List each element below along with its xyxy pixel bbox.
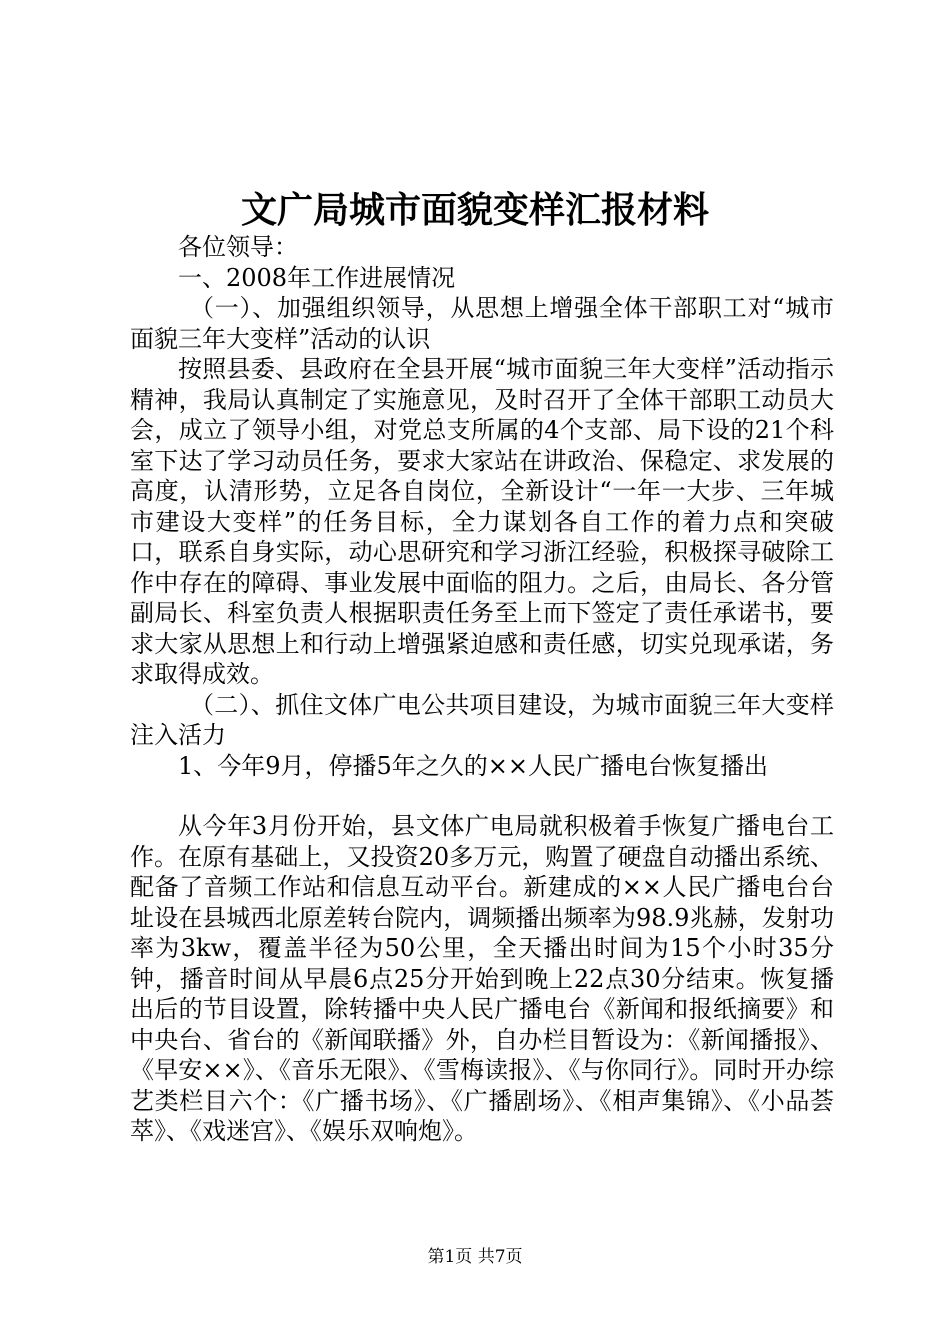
- salutation: 各位领导：: [178, 233, 298, 261]
- document-body: [130, 232, 834, 1147]
- paragraph-gap: [130, 781, 834, 811]
- subsection-heading-1: （一）、加强组织领导，从思想上增强全体干部职工对“城市面貌三年大变样”活动的认识: [130, 294, 834, 353]
- item-heading-1: 1、今年9月，停播5年之久的××人民广播电台恢复播出: [178, 751, 769, 780]
- document-title: 文广局城市面貌变样汇报材料: [240, 189, 709, 231]
- body-paragraph-2: 从今年3月份开始，县文体广电局就积极着手恢复广播电台工作。在原有基础上，又投资20多万元，购置了硬盘自动播出系统、配备了音频工作站和信息互动平台。新建成的××人民广播电台台址设在县城西北原差转台院内，调频播出频率为98.9兆赫，发射功率为3kw，覆盖半径为50公里，全天播出时间为15个小时35分钟，播音时间从早晨6点25分开始到晚上22点30分结束。恢复播出后的节目设置，除转播中央人民广播电台《新闻和报纸摘要》和中央台、省台的《新闻联播》外，自办栏目暂设为：《新闻播报》、《早安××》、《音乐无限》、《雪梅读报》、《与你同行》。同时开办综艺类栏目六个：《广播书场》、《广播剧场》、《相声集锦》、《小品荟萃》、《戏迷宫》、《娱乐双响炮》。: [130, 812, 834, 1145]
- body-paragraph-1: 按照县委、县政府在全县开展“城市面貌三年大变样”活动指示精神，我局认真制定了实施意见，及时召开了全体干部职工动员大会，成立了领导小组，对党总支所属的4个支部、局下设的21个科室下达了学习动员任务，要求大家站在讲政治、保稳定、求发展的高度，认清形势，立足各自岗位，全新设计“一年一大步、三年城市建设大变样”的任务目标，全力谋划各自工作的着力点和突破口，联系自身实际，动心思研究和学习浙江经验，积极探寻破除工作中存在的障碍、事业发展中面临的阻力。之后，由局长、各分管副局长、科室负责人根据职责任务至上而下签定了责任承诺书，要求大家从思想上和行动上增强紧迫感和责任感，切实兑现承诺，务求取得成效。: [130, 355, 834, 688]
- section-heading-1: 一、2008年工作进展情况: [178, 263, 456, 292]
- subsection-heading-2: （二）、抓住文体广电公共项目建设，为城市面貌三年大变样注入活力: [130, 690, 834, 749]
- page-footer: 第1页 共7页: [427, 1247, 523, 1267]
